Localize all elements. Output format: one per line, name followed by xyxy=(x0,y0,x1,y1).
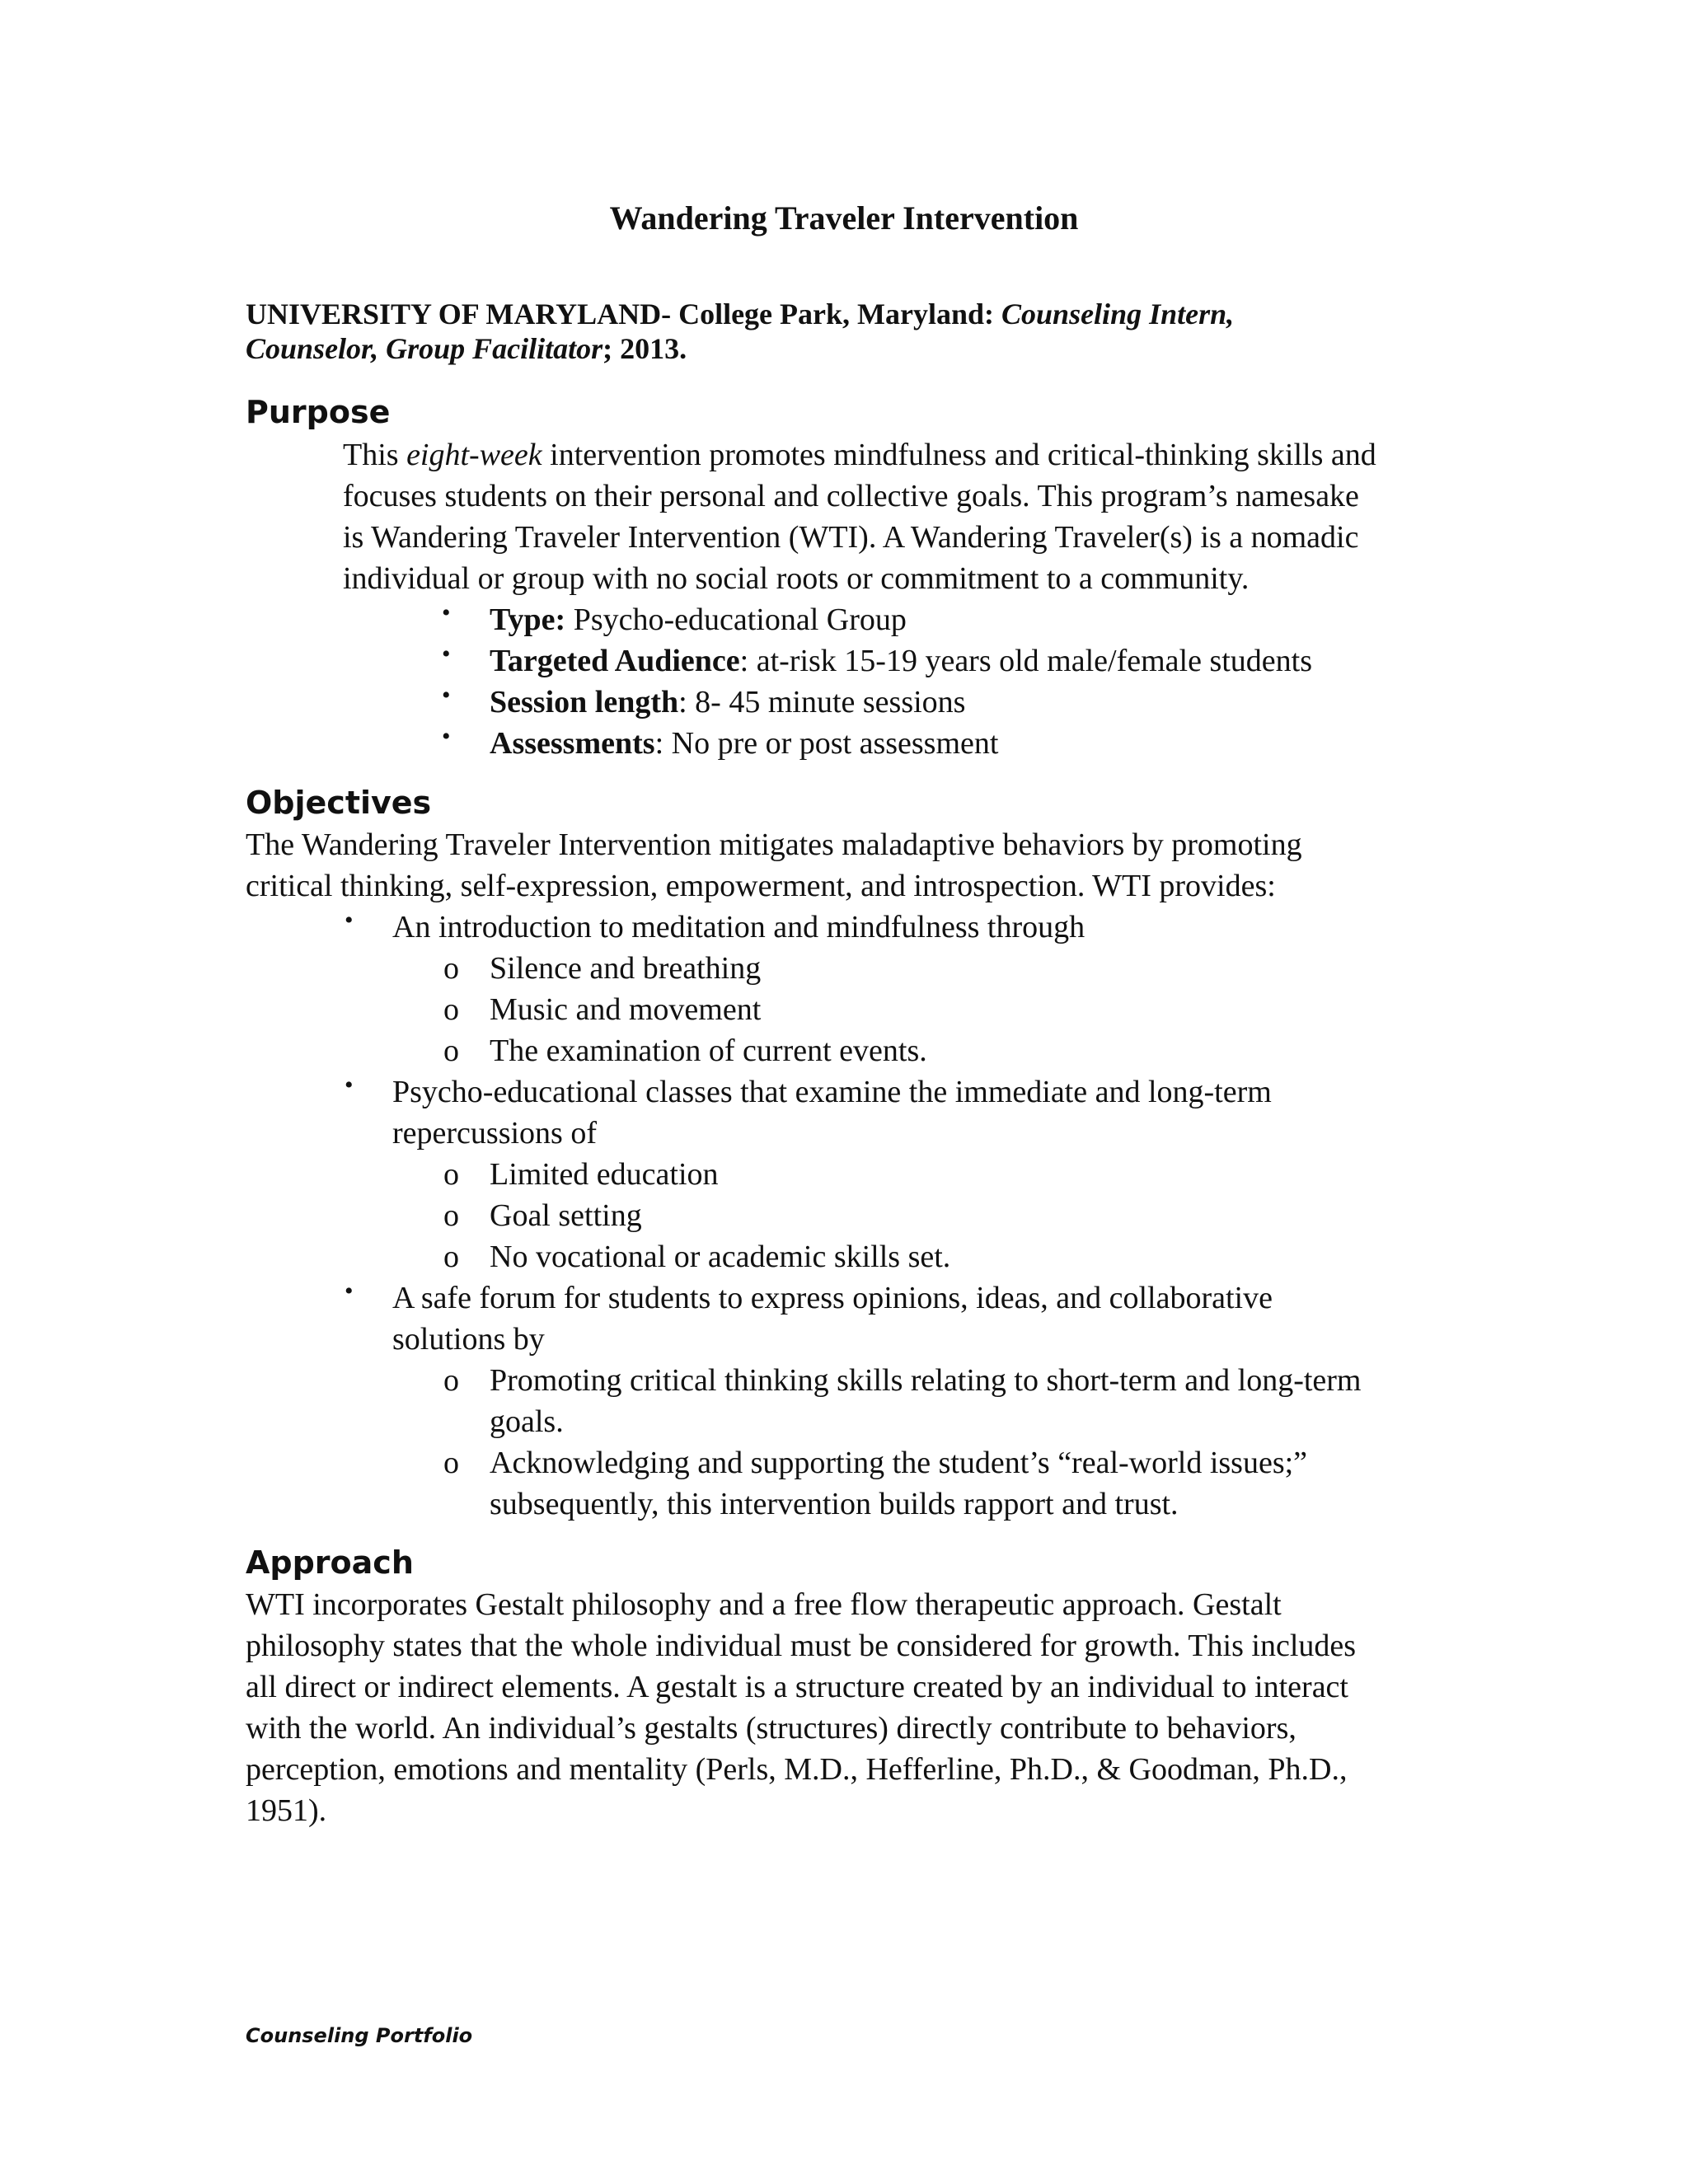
sub-list-item: Limited education xyxy=(490,1157,719,1192)
sub-list-item: Silence and breathing xyxy=(490,951,762,986)
bullet-icon: • xyxy=(345,1071,354,1099)
bullet-icon: • xyxy=(442,682,451,709)
approach-paragraph: WTI incorporates Gestalt philosophy and a free flow therapeutic approach. Gestalt philosophy states that the whole individual must be considered for growth. This includes all direct or indirect elements. A gestalt is a structure created by an individual to interact with the world. An individual’s gestalts (structures) directly contribute to behaviors, perception, emotions and mentality (Perls, M.D., Hefferline, Ph.D., & Goodman, Ph.D., 1951). xyxy=(246,1587,1357,1828)
list-item: Assessments: No pre or post assessment xyxy=(490,726,999,761)
bullet-icon: • xyxy=(442,723,451,750)
list-item: A safe forum for students to express opinions, ideas, and collaborative solutions by xyxy=(392,1281,1273,1357)
objectives-paragraph: The Wandering Traveler Intervention mitigates maladaptive behaviors by promoting critical thinking, self-expression, empowerment, and introspection. WTI provides: xyxy=(246,827,1302,903)
purpose-heading: Purpose xyxy=(246,394,391,430)
approach-heading: Approach xyxy=(246,1544,414,1581)
sub-bullet-icon: o xyxy=(443,1157,459,1192)
org-role-1: Counseling Intern, xyxy=(1001,298,1235,330)
sub-list-item: Acknowledging and supporting the student’s “real-world issues;” subsequently, this intervention builds rapport and trust. xyxy=(490,1446,1308,1521)
org-name: UNIVERSITY OF MARYLAND- College Park, Maryland: xyxy=(246,298,995,330)
sub-list-item: Promoting critical thinking skills relating to short-term and long-term goals. xyxy=(490,1363,1362,1439)
sub-bullet-icon: o xyxy=(443,1240,459,1274)
sub-list-item: The examination of current events. xyxy=(490,1033,927,1068)
sub-bullet-icon: o xyxy=(443,1033,459,1068)
list-item: Psycho-educational classes that examine the immediate and long-term repercussions of xyxy=(392,1075,1272,1151)
document-title: Wandering Traveler Intervention xyxy=(609,199,1079,237)
sub-list-item: Music and movement xyxy=(490,992,762,1027)
bullet-icon: • xyxy=(442,640,451,668)
page-footer: Counseling Portfolio xyxy=(246,2024,473,2047)
objectives-heading: Objectives xyxy=(246,785,432,821)
sub-list-item: Goal setting xyxy=(490,1198,642,1233)
list-item: Type: Psycho-educational Group xyxy=(490,602,907,637)
list-item: Targeted Audience: at-risk 15-19 years old male/female students xyxy=(490,644,1313,678)
bullet-icon: • xyxy=(442,599,451,626)
eight-week-emphasis: eight-week xyxy=(406,438,542,472)
sub-bullet-icon: o xyxy=(443,1198,459,1233)
bullet-icon: • xyxy=(345,1277,354,1305)
sub-bullet-icon: o xyxy=(443,1363,459,1398)
list-item: An introduction to meditation and mindfulness through xyxy=(392,910,1085,944)
sub-bullet-icon: o xyxy=(443,992,459,1027)
purpose-paragraph: This eight-week intervention promotes mindfulness and critical-thinking skills and focuses students on their personal and collective goals. This program’s namesake is Wandering Traveler Intervention (WTI). A Wandering Traveler(s) is a nomadic individual or group with no social roots or commitment to a community. xyxy=(343,438,1376,596)
bullet-icon: • xyxy=(345,907,354,934)
sub-list-item: No vocational or academic skills set. xyxy=(490,1240,951,1274)
sub-bullet-icon: o xyxy=(443,951,459,986)
org-year: ; 2013. xyxy=(603,332,687,365)
sub-bullet-icon: o xyxy=(443,1446,459,1480)
organization-line xyxy=(246,297,1482,366)
org-role-2: Counselor, Group Facilitator xyxy=(246,332,603,365)
list-item: Session length: 8- 45 minute sessions xyxy=(490,685,966,719)
